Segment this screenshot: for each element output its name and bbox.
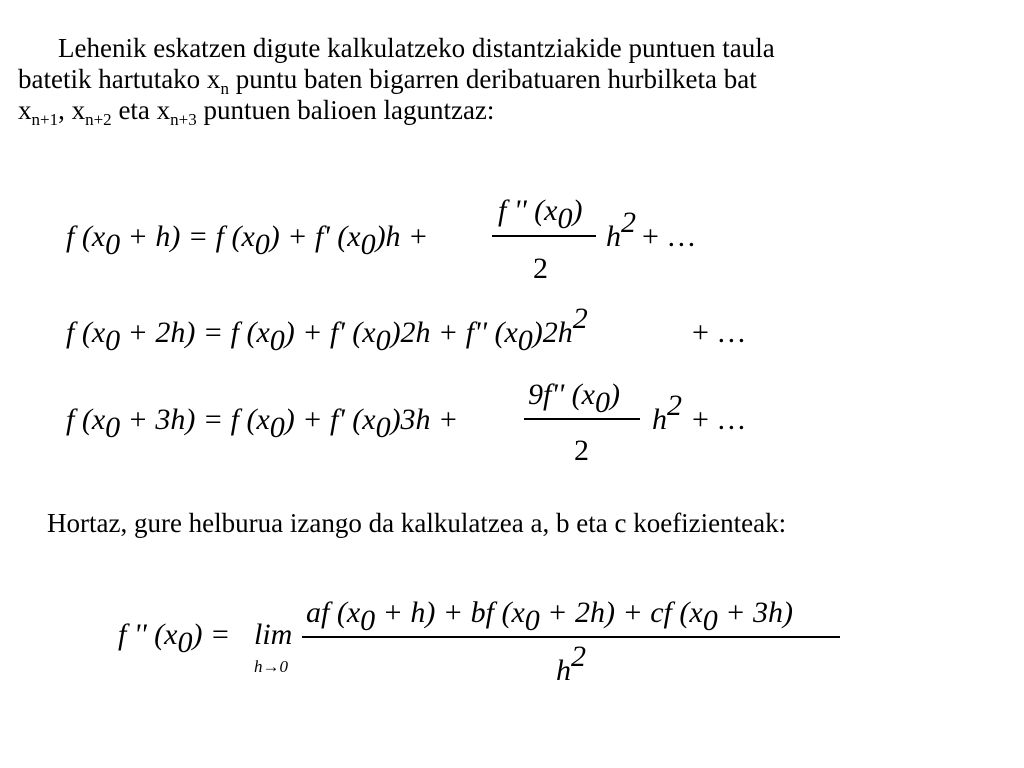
limit-formula — [118, 596, 840, 687]
equation-2 — [66, 302, 746, 357]
eq3-h-squared: h2 — [652, 389, 682, 436]
limit-under: h→0 — [254, 657, 288, 676]
eq1-lhs: f (x0 + h) = f (x0) + f' (x0)h + — [66, 220, 429, 261]
eq3-ellipsis: + … — [692, 403, 747, 436]
eq3-lhs: f (x0 + 3h) = f (x0) + f' (x0)3h + — [66, 403, 459, 444]
intro-line-1: Lehenik eskatzen digute kalkulatzeko distantziakide puntuen taula — [58, 33, 775, 63]
equation-1 — [66, 194, 696, 285]
limit-lhs: f '' (x0) = — [118, 618, 231, 659]
limit-denominator: h2 — [556, 640, 586, 687]
eq1-h-squared: h2 — [606, 206, 636, 253]
limit-numerator: af (x0 + h) + bf (x0 + 2h) + cf (x0 + 3h) — [306, 596, 793, 637]
eq1-numerator: f '' (x0) — [498, 194, 583, 235]
eq3-denominator: 2 — [574, 434, 589, 467]
equation-3 — [66, 378, 746, 467]
intro-line-3: $x_{n+1}$, $x_{n+2}$ eta $x_{n+3}$ puntuen balioen laguntzaz: — [18, 95, 495, 130]
eq3-numerator: 9f'' (x0) — [528, 378, 620, 419]
eq1-ellipsis: + … — [642, 220, 697, 253]
eq2-ellipsis: + … — [692, 316, 747, 349]
hortaz-sentence: Hortaz, gure helburua izango da kalkulatzea a, b eta c koefizienteak: — [47, 508, 787, 538]
limit-lim: lim — [254, 618, 293, 651]
intro-line-2: batetik hartutako $x_n$ puntu baten bigarren deribatuaren hurbilketa bat — [18, 64, 757, 99]
eq1-denominator: 2 — [533, 252, 548, 285]
eq2-body: f (x0 + 2h) = f (x0) + f' (x0)2h + f'' (x0)2h2 — [66, 302, 588, 357]
